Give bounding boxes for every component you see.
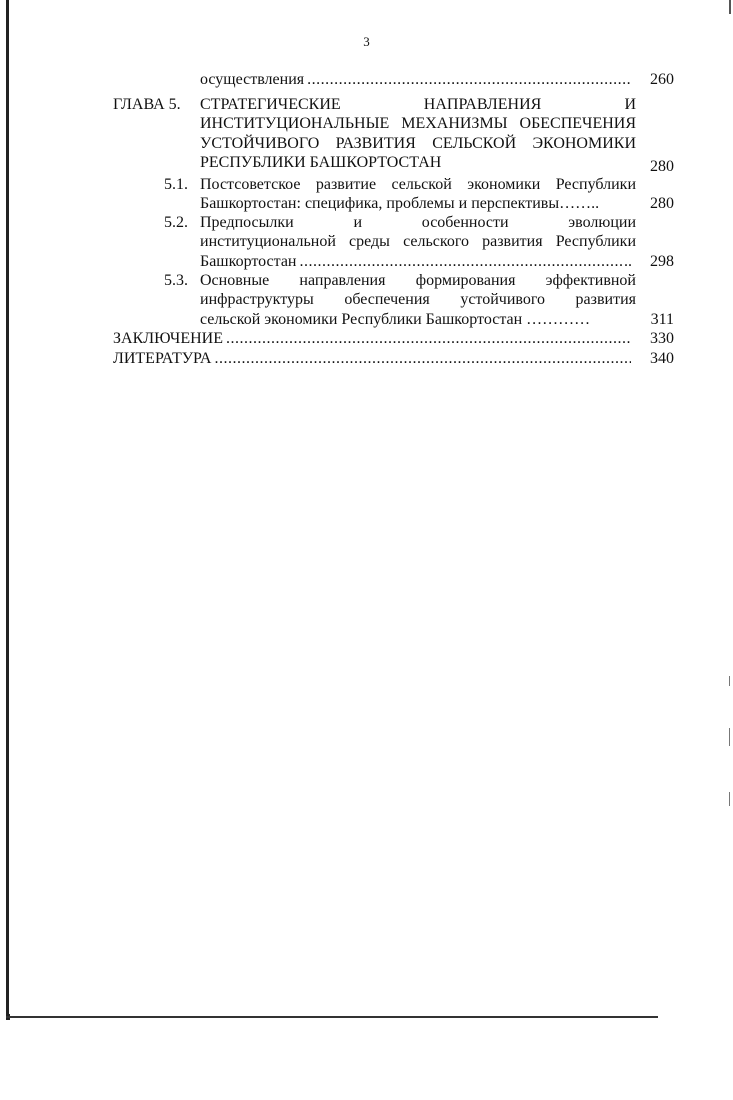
- section-label: 5.3.: [164, 272, 188, 289]
- leader-dots: [214, 349, 631, 368]
- section-label: 5.2.: [164, 214, 188, 231]
- leader-dots: [226, 329, 631, 348]
- scan-edge-mark: [729, 676, 730, 686]
- toc-page-number: 298: [650, 252, 674, 270]
- section-title-text: Башкортостан: специфика, проблемы и перспективы: [200, 195, 560, 213]
- leader-dots: ..: [624, 252, 632, 270]
- leader-dots: [307, 70, 630, 89]
- leader-dots: ……..: [559, 195, 600, 213]
- toc-entry-text: ЛИТЕРАТУРА: [113, 350, 212, 367]
- toc-page-number: 330: [650, 330, 674, 347]
- toc-page-number: 260: [650, 71, 674, 88]
- chapter-title-line: ИНСТИТУЦИОНАЛЬНЫЕ МЕХАНИЗМЫ ОБЕСПЕЧЕНИЯ: [200, 115, 636, 133]
- section-title-line: [200, 310, 636, 329]
- chapter-title-line: СТРАТЕГИЧЕСКИЕ НАПРАВЛЕНИЯ И: [200, 96, 636, 113]
- scan-edge-left: [6, 0, 9, 1018]
- leader-dots: [300, 252, 625, 271]
- section-title-text: Башкортостан: [200, 252, 297, 270]
- section-title-line: Предпосылки и особенности эволюции: [200, 214, 636, 231]
- leader-dots: …………: [526, 310, 591, 328]
- section-title-line: Основные направления формирования эффективной: [200, 272, 636, 289]
- toc-entry-text: ЗАКЛЮЧЕНИЕ: [113, 330, 223, 347]
- section-title: [200, 175, 636, 214]
- section-title-line: институциональной среды сельского развития Республики: [200, 233, 636, 251]
- toc-entry-text: осуществления: [200, 71, 305, 88]
- toc-entry-literature: [113, 349, 631, 368]
- page-number: 3: [363, 34, 370, 49]
- chapter-label: ГЛАВА 5.: [113, 96, 181, 113]
- toc-page-number: 280: [650, 195, 674, 212]
- scan-edge-right: [729, 0, 731, 14]
- section-title-line: инфраструктуры обеспечения устойчивого развития: [200, 291, 636, 309]
- toc-page-number: 340: [650, 350, 674, 367]
- toc-page-number: 280: [650, 158, 674, 175]
- chapter-title-line: РЕСПУБЛИКИ БАШКОРТОСТАН: [200, 154, 442, 172]
- section-title-line: [200, 252, 632, 271]
- section-title-text: сельской экономики Республики Башкортостан: [200, 310, 523, 328]
- section-title: [200, 271, 636, 329]
- section-title-line: [200, 194, 636, 213]
- toc-entry-conclusion: [113, 329, 631, 348]
- scan-edge-mark: [729, 728, 730, 746]
- toc-page-number: 311: [650, 310, 674, 328]
- toc-entry-continuation: [200, 70, 630, 89]
- scan-edge-bottom: [6, 1016, 658, 1018]
- section-title-line: Постсоветское развитие сельской экономики Республики: [200, 176, 636, 193]
- section-title: [200, 213, 636, 252]
- scan-edge-mark: [729, 792, 730, 806]
- chapter-title: [200, 95, 636, 173]
- section-label: 5.1.: [164, 176, 188, 193]
- chapter-title-line: УСТОЙЧИВОГО РАЗВИТИЯ СЕЛЬСКОЙ ЭКОНОМИКИ: [200, 134, 636, 152]
